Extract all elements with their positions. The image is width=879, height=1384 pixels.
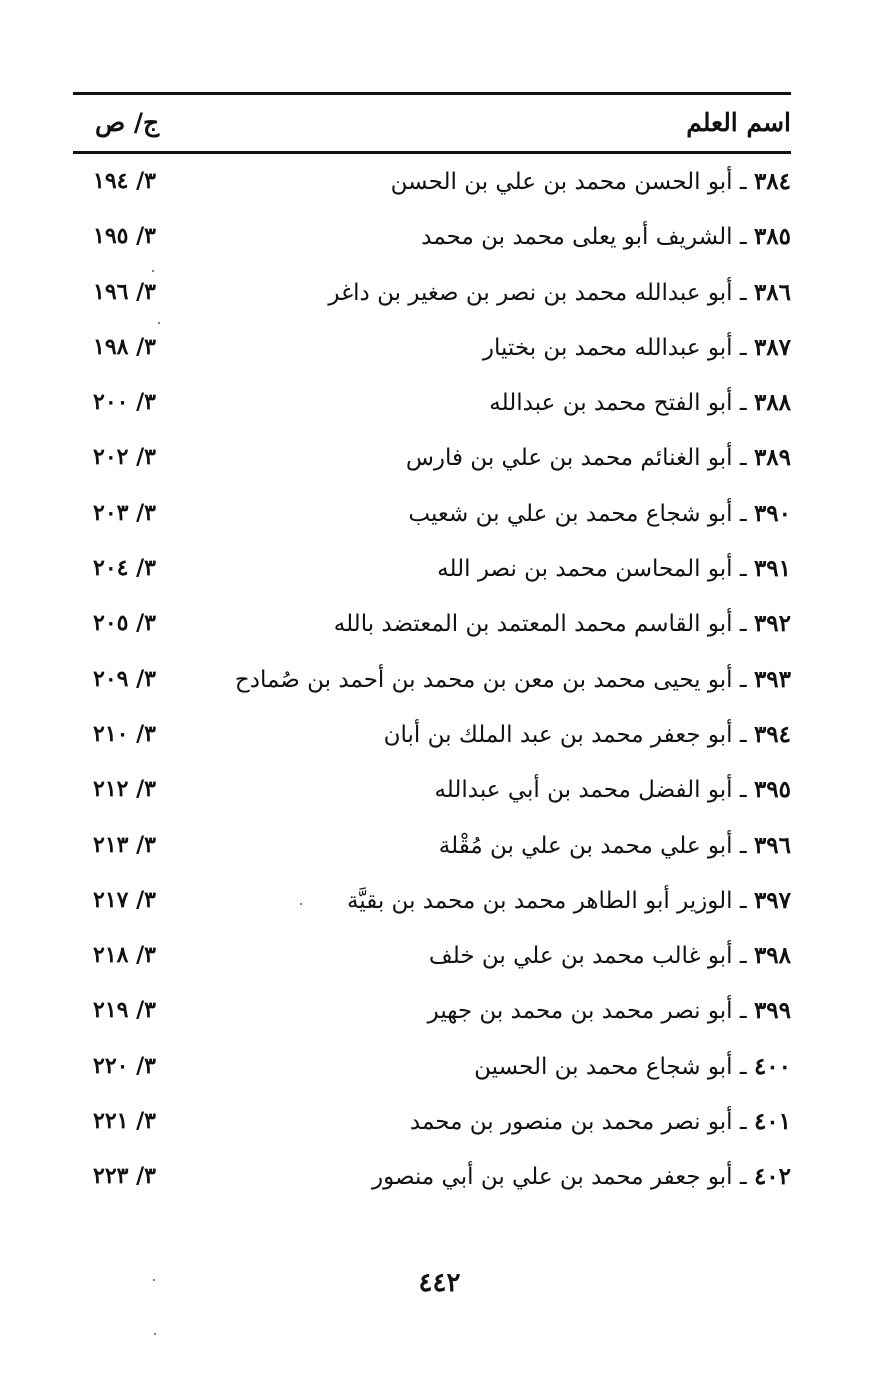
entry-number: ٣٨٦ [753,278,791,306]
list-item [73,1153,791,1208]
entry-name: أبو عبدالله محمد بن نصر بن صغير بن داغر [328,279,733,306]
entry-volume-page: ٣/ ٢١٢ [93,776,156,803]
entry-volume-page: ٣/ ٢٠٤ [93,555,156,582]
entry-text: ٣٩١ ـ أبو المحاسن محمد بن نصر الله [437,555,791,583]
name-column-header: اسم العلم [686,108,791,137]
entry-text: ٤٠٠ ـ أبو شجاع محمد بن الحسين [474,1052,791,1080]
entry-volume-page: ٣/ ٢٢٣ [93,1163,156,1190]
entry-name: أبو الفتح محمد بن عبدالله [489,390,733,417]
entry-name: أبو غالب محمد بن علي بن خلف [428,943,733,970]
list-item [73,490,791,545]
entry-number: ٣٩٥ [753,776,791,804]
entry-number: ٣٨٤ [753,168,791,195]
print-speck [158,322,160,324]
list-item [73,877,791,932]
entry-text: ٣٩٤ ـ أبو جعفر محمد بن عبد الملك بن أبان [383,720,791,748]
list-item [73,711,791,766]
entry-number: ٣٩٨ [753,942,791,970]
entry-text: ٣٩٣ ـ أبو يحيى محمد بن معن بن محمد بن أحمد بن صُمادح [234,665,791,693]
entry-number: ٣٩٦ [753,831,791,859]
entry-text: ٣٩٦ ـ أبو علي محمد بن علي بن مُقْلة [438,831,791,859]
entry-text: ٣٨٨ ـ أبو الفتح محمد بن عبدالله [489,389,791,417]
entry-text: ٣٨٧ ـ أبو عبدالله محمد بن بختيار [482,333,791,361]
entry-text: ٤٠٢ ـ أبو جعفر محمد بن علي بن أبي منصور [372,1163,791,1191]
entry-name: أبو شجاع محمد بن علي بن شعيب [408,500,733,527]
entry-number: ٤٠٢ [753,1163,791,1191]
entry-number: ٣٨٨ [753,389,791,417]
entry-volume-page: ٣/ ١٩٤ [93,168,156,194]
list-item [73,987,791,1042]
entry-volume-page: ٣/ ٢١٨ [93,942,156,969]
entry-volume-page: ٣/ ٢١٠ [93,720,156,747]
entry-number: ٣٩٣ [753,665,791,693]
entries-list [73,158,791,1209]
entry-volume-page: ٣/ ٢٠٢ [93,444,156,471]
print-speck [300,903,302,905]
entry-name: أبو الحسن محمد بن علي بن الحسن [390,169,733,195]
entry-name: أبو شجاع محمد بن الحسين [474,1053,733,1080]
list-item [73,324,791,379]
entry-number: ٣٩٢ [753,610,791,638]
entry-number: ٣٨٧ [753,333,791,361]
list-item [73,269,791,324]
list-item [73,545,791,600]
list-item [73,158,791,213]
entry-name: أبو علي محمد بن علي بن مُقْلة [438,832,733,859]
list-item [73,434,791,489]
print-speck [153,1279,155,1281]
list-item [73,822,791,877]
entry-number: ٣٩٧ [753,886,791,914]
entry-name: الوزير أبو الطاهر محمد بن محمد بن بقيَّة [346,887,733,914]
entry-number: ٣٨٥ [753,223,791,251]
entry-name: أبو عبدالله محمد بن بختيار [482,334,733,361]
entry-name: أبو القاسم محمد المعتمد بن المعتضد بالله [333,611,733,638]
list-item [73,1098,791,1153]
entry-volume-page: ٣/ ٢١٧ [93,886,156,913]
entry-volume-page: ٣/ ٢٢٠ [93,1052,156,1079]
entry-text: ٣٩٩ ـ أبو نصر محمد بن محمد بن جهير [427,997,791,1025]
entry-volume-page: ٣/ ٢٠٣ [93,499,156,526]
entry-number: ٣٩٩ [753,997,791,1025]
entry-name: أبو نصر محمد بن محمد بن جهير [427,998,733,1025]
page-number: ٤٤٢ [418,1268,461,1298]
entry-volume-page: ٣/ ٢٠٩ [93,665,156,692]
entry-number: ٣٩١ [753,555,791,583]
entry-text: ٣٨٦ ـ أبو عبدالله محمد بن نصر بن صغير بن داغر [328,278,791,306]
entry-volume-page: ٣/ ٢٢١ [93,1108,156,1135]
entry-name: أبو جعفر محمد بن علي بن أبي منصور [372,1164,733,1191]
table-header [73,100,791,148]
list-item [73,213,791,268]
entry-text: ٣٩٥ ـ أبو الفضل محمد بن أبي عبدالله [434,776,791,804]
entry-text: ٣٩٨ ـ أبو غالب محمد بن علي بن خلف [428,942,791,970]
entry-text: ٤٠١ ـ أبو نصر محمد بن منصور بن محمد [409,1108,791,1136]
list-item [73,1043,791,1098]
top-rule [73,92,791,95]
list-item [73,932,791,987]
entry-number: ٤٠٠ [753,1052,791,1080]
entry-volume-page: ٣/ ٢٠٥ [93,610,156,637]
entry-name: الشريف أبو يعلى محمد بن محمد [421,224,733,251]
entry-volume-page: ٣/ ١٩٥ [93,223,156,250]
entry-volume-page: ٣/ ١٩٦ [93,278,156,305]
entry-text: ٣٩٢ ـ أبو القاسم محمد المعتمد بن المعتضد بالله [333,610,791,638]
list-item [73,379,791,434]
volume-page-column-header: ج/ ص [95,108,160,137]
entry-volume-page: ٣/ ٢١٩ [93,997,156,1024]
entry-text: ٣٨٥ ـ الشريف أبو يعلى محمد بن محمد [421,223,791,251]
print-speck [154,1333,156,1335]
entry-text: ٣٩٠ ـ أبو شجاع محمد بن علي بن شعيب [408,499,791,527]
list-item [73,600,791,655]
entry-text: ٣٨٤ ـ أبو الحسن محمد بن علي بن الحسن [390,168,791,195]
entry-name: أبو جعفر محمد بن عبد الملك بن أبان [383,721,733,748]
entry-name: أبو نصر محمد بن منصور بن محمد [409,1109,733,1136]
header-rule [73,151,791,154]
entry-volume-page: ٣/ ٢٠٠ [93,389,156,416]
list-item [73,656,791,711]
entry-volume-page: ٣/ ٢١٣ [93,831,156,858]
entry-number: ٣٩٠ [753,499,791,527]
entry-name: أبو المحاسن محمد بن نصر الله [437,556,733,583]
print-speck [152,270,154,272]
entry-number: ٤٠١ [753,1108,791,1136]
list-item [73,766,791,821]
entry-volume-page: ٣/ ١٩٨ [93,333,156,360]
entry-text: ٣٨٩ ـ أبو الغنائم محمد بن علي بن فارس [405,444,791,472]
entry-name: أبو الغنائم محمد بن علي بن فارس [405,445,733,472]
entry-text: ٣٩٧ ـ الوزير أبو الطاهر محمد بن محمد بن بقيَّة [346,886,791,914]
entry-number: ٣٨٩ [753,444,791,472]
entry-name: أبو الفضل محمد بن أبي عبدالله [434,777,733,804]
entry-number: ٣٩٤ [753,720,791,748]
entry-name: أبو يحيى محمد بن معن بن محمد بن أحمد بن صُمادح [234,666,733,693]
